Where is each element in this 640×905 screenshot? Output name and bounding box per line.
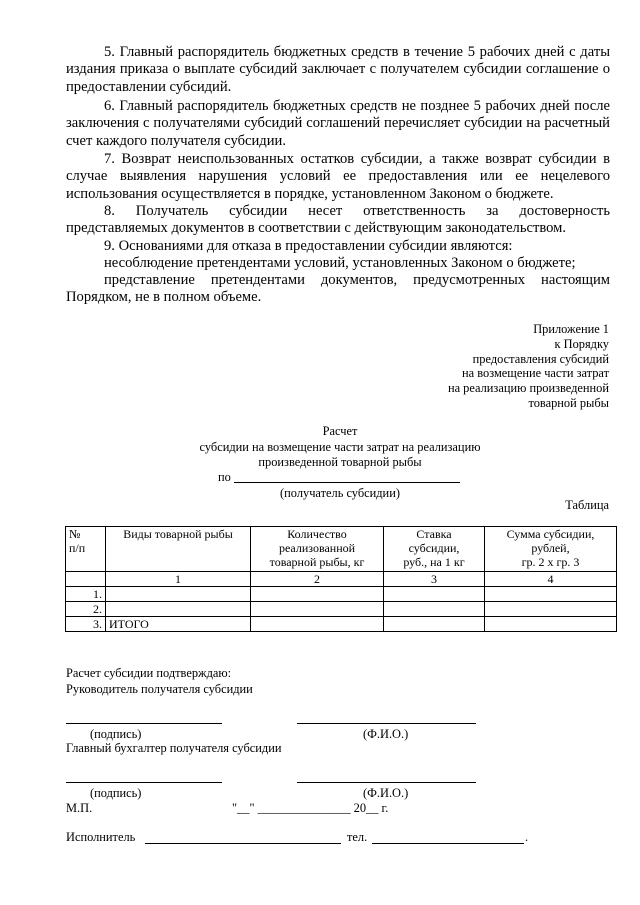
- paragraph-5: 5. Главный распорядитель бюджетных средств в течение 5 рабочих дней с даты издания приказа о выплате субсидий заключает с получателем субсидии соглашение о предоставлении субсидий.: [66, 44, 610, 95]
- paragraph-6: 6. Главный распорядитель бюджетных средств не позднее 5 рабочих дней после заключения с получателями субсидий соглашений перечисляет субсидии на расчетный счет каждого получателя субсидии.: [66, 98, 610, 149]
- accountant-label: Главный бухгалтер получателя субсидии: [66, 741, 282, 755]
- appendix-line: Приложение 1: [533, 322, 609, 336]
- recipient-line[interactable]: [234, 482, 460, 483]
- appendix-header: [448, 322, 609, 411]
- phone-line[interactable]: [372, 843, 524, 844]
- head-signature-caption: (подпись): [90, 727, 142, 741]
- row-num: 2.: [66, 602, 106, 617]
- row-sum[interactable]: [485, 587, 617, 602]
- paragraph-9: 9. Основаниями для отказа в предоставлении субсидии являются:: [104, 238, 513, 254]
- row-rate[interactable]: [384, 617, 485, 632]
- head-fio-caption: (Ф.И.О.): [363, 727, 409, 741]
- executor-line[interactable]: [145, 843, 341, 844]
- table-row: [66, 587, 617, 602]
- row-fish-type[interactable]: [106, 602, 251, 617]
- header-fish-type: Виды товарной рыбы: [106, 527, 251, 572]
- date-field[interactable]: "__" _______________ 20__ г.: [232, 801, 389, 815]
- accountant-fio-line[interactable]: [297, 782, 476, 783]
- row-quantity[interactable]: [251, 602, 384, 617]
- stamp-label: М.П.: [66, 801, 93, 815]
- appendix-line: на реализацию произведенной: [447, 381, 609, 396]
- recipient-caption: (получатель субсидии): [280, 486, 400, 500]
- number-cell: 4: [485, 572, 617, 587]
- header-rate: Ставка субсидии, руб., на 1 кг: [384, 527, 485, 572]
- row-quantity[interactable]: [251, 617, 384, 632]
- executor-label: Исполнитель: [66, 830, 136, 844]
- number-cell: 3: [384, 572, 485, 587]
- subsidy-table: [65, 526, 617, 632]
- appendix-line: на возмещение части затрат: [462, 366, 609, 381]
- appendix-line: к Порядку: [554, 336, 609, 351]
- accountant-signature-caption: (подпись): [90, 786, 142, 800]
- number-cell: 2: [251, 572, 384, 587]
- header-sum: Сумма субсидии, рублей, гр. 2 x гр. 3: [485, 527, 617, 572]
- appendix-line: предоставления субсидий: [472, 351, 609, 366]
- paragraph-8: 8. Получатель субсидии несет ответственность за достоверность представляемых документов в соответствии с действующим законодательством.: [66, 203, 610, 237]
- row-sum[interactable]: [485, 602, 617, 617]
- header-num: № п/п: [66, 527, 106, 572]
- appendix-line: товарной рыбы: [528, 395, 609, 410]
- head-signature-line[interactable]: [66, 723, 222, 724]
- table-row: [66, 602, 617, 617]
- number-cell: 1: [106, 572, 251, 587]
- head-fio-line[interactable]: [297, 723, 476, 724]
- calc-subtitle-2: произведенной товарной рыбы: [258, 455, 422, 469]
- row-rate[interactable]: [384, 587, 485, 602]
- table-row-total: [66, 617, 617, 632]
- paragraph-7: 7. Возврат неиспользованных остатков субсидии, а также возврат субсидии в случае выявления нарушения условий ее предоставления или ее нецелевого использования осуществляется в порядке, установленном Законом о бюджете.: [66, 151, 610, 202]
- row-num: 3.: [66, 617, 106, 632]
- calc-title: Расчет: [322, 424, 358, 438]
- row-num: 1.: [66, 587, 106, 602]
- number-cell: [66, 572, 106, 587]
- table-label: Таблица: [565, 498, 609, 512]
- refusal-reason-2: представление претендентами документов, предусмотренных настоящим Порядком, не в полном объеме.: [66, 272, 610, 306]
- row-sum[interactable]: [485, 617, 617, 632]
- header-quantity: Количество реализованной товарной рыбы, кг: [251, 527, 384, 572]
- confirm-label: Расчет субсидии подтверждаю:: [66, 666, 232, 680]
- po-label: по: [218, 470, 231, 484]
- table-header-row: [66, 527, 617, 572]
- accountant-signature-line[interactable]: [66, 782, 222, 783]
- calc-subtitle-1: субсидии на возмещение части затрат на реализацию: [199, 440, 481, 454]
- row-fish-type[interactable]: [106, 587, 251, 602]
- row-total-label: ИТОГО: [106, 617, 251, 632]
- phone-period: .: [525, 830, 529, 844]
- row-quantity[interactable]: [251, 587, 384, 602]
- accountant-fio-caption: (Ф.И.О.): [363, 786, 409, 800]
- table-number-row: [66, 572, 617, 587]
- phone-label: тел.: [347, 830, 368, 844]
- row-rate[interactable]: [384, 602, 485, 617]
- head-label: Руководитель получателя субсидии: [66, 682, 253, 696]
- refusal-reason-1: несоблюдение претендентами условий, установленных Законом о бюджете;: [104, 255, 576, 271]
